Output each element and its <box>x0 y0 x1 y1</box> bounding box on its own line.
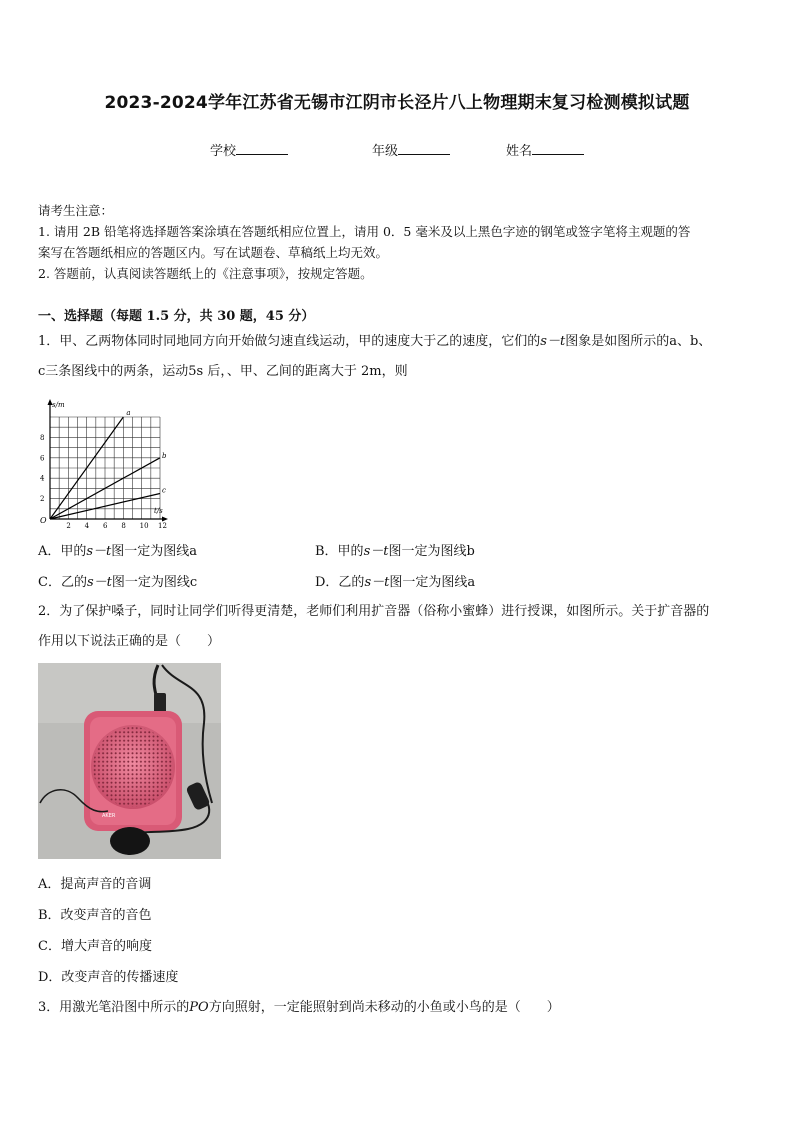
q1-option-a[interactable]: A．甲的s－t图一定为图线a <box>38 544 198 559</box>
school-field[interactable]: 学校 <box>210 140 288 159</box>
series-label-c: c <box>162 486 166 495</box>
origin-label: O <box>40 516 47 525</box>
x-axis-arrow <box>162 517 168 522</box>
question-2-line-1: 2．为了保护嗓子，同时让同学们听得更清楚，老师们利用扩音器（俗称小蜜蜂）进行授课，如图所示。关于扩音器的 <box>38 604 710 619</box>
x-tick-label: 2 <box>66 522 71 530</box>
x-tick-label: 4 <box>84 522 90 530</box>
notice-item-1-line-2: 案写在答题纸相应的答题区内。写在试题卷、草稿纸上均无效。 <box>38 245 389 260</box>
x-tick-label: 10 <box>139 522 149 530</box>
question-1-line-1: 1．甲、乙两物体同时同地同方向开始做匀速直线运动，甲的速度大于乙的速度，它们的s－t图象是如图所示的a、b、 <box>38 334 712 349</box>
q2-option-c[interactable]: C．增大声音的响度 <box>38 939 152 954</box>
student-info-row <box>0 140 794 160</box>
q1-option-d[interactable]: D．乙的s－t图一定为图线a <box>315 575 476 590</box>
x-tick-label: 8 <box>121 522 126 530</box>
name-blank[interactable] <box>532 142 584 155</box>
x-tick-label: 12 <box>158 522 167 530</box>
notice-item-2: 2. 答题前，认真阅读答题纸上的《注意事项》，按规定答题。 <box>38 266 373 281</box>
name-field[interactable]: 姓名 <box>506 140 584 159</box>
st-graph <box>38 395 168 530</box>
grade-blank[interactable] <box>398 142 450 155</box>
question-1-line-2: c三条图线中的两条，运动5s 后，、甲、乙间的距离大于 2m，则 <box>38 364 408 379</box>
x-axis-label: t/s <box>154 507 163 515</box>
x-tick-label: 6 <box>103 522 108 530</box>
series-label-a: a <box>126 409 131 417</box>
notice-item-1-line-1: 1. 请用 2B 铅笔将选择题答案涂填在答题纸相应位置上，请用 0．5 毫米及以上黑色字迹的钢笔或签字笔将主观题的答 <box>38 224 691 239</box>
y-tick-label: 2 <box>40 495 45 504</box>
y-tick-label: 4 <box>40 474 45 483</box>
q2-option-d[interactable]: D．改变声音的传播速度 <box>38 970 179 985</box>
q1-option-c[interactable]: C．乙的s－t图一定为图线c <box>38 575 198 590</box>
page-title: 2023-2024学年江苏省无锡市江阴市长泾片八上物理期末复习检测模拟试题 <box>104 93 690 113</box>
question-3: 3．用激光笔沿图中所示的PO方向照射，一定能照射到尚未移动的小鱼或小鸟的是（ ） <box>38 1000 560 1015</box>
y-tick-label: 6 <box>40 454 45 463</box>
section-title: 一、选择题（每题 1.5 分，共 30 题，45 分） <box>38 309 315 324</box>
question-2-line-2: 作用以下说法正确的是（ ） <box>38 634 221 649</box>
series-label-b: b <box>162 451 167 460</box>
microphone-foam <box>110 827 150 855</box>
school-blank[interactable] <box>236 142 288 155</box>
grade-field[interactable]: 年级 <box>372 140 450 159</box>
q1-option-b[interactable]: B．甲的s－t图一定为图线b <box>315 544 475 559</box>
notice-heading: 请考生注意： <box>38 203 114 218</box>
q2-option-b[interactable]: B．改变声音的音色 <box>38 908 152 923</box>
brand-logo: AKER <box>102 813 116 819</box>
y-tick-label: 8 <box>40 433 45 442</box>
y-axis-label: s/m <box>52 401 65 409</box>
q2-option-a[interactable]: A．提高声音的音调 <box>38 877 152 892</box>
speaker-photo <box>38 663 221 859</box>
